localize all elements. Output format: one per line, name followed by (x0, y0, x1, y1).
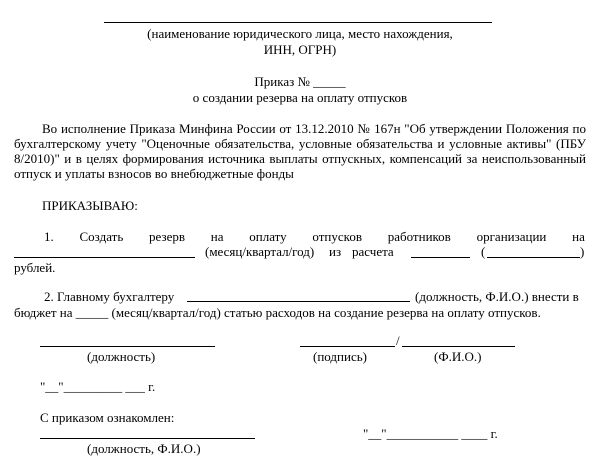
item1-word: на (572, 229, 585, 244)
org-caption-line2: ИНН, ОГРН) (263, 42, 337, 57)
item1-period-caption: (месяц/квартал/год) (205, 244, 315, 259)
item1-paren-close: ) (580, 244, 585, 259)
item1-currency-text: рублей. (14, 260, 56, 275)
order-subject: о создании резерва на оплату отпусков (192, 90, 408, 105)
item1-calc-word: расчета (352, 244, 394, 259)
org-name-blank-line (104, 22, 492, 23)
item1-word: резерв (149, 229, 185, 244)
item1-paren-open: ( (481, 244, 486, 259)
signature-position-label: (должность) (87, 349, 156, 364)
item1-from-word: из (329, 244, 342, 259)
order-title: Приказ № _____ (254, 74, 346, 89)
signature-date: "__"_________ ___ г. (40, 379, 156, 394)
acknowledgement-blank-line (40, 438, 255, 439)
item1-word: оплату (249, 229, 287, 244)
item1-word: 1. (44, 229, 54, 244)
signature-name-label: (Ф.И.О.) (434, 349, 482, 364)
signature-blank-line (300, 346, 395, 347)
item1-amount-words-blank-line (487, 257, 580, 258)
item1-amount-blank-line (411, 257, 470, 258)
item1-word: отпусков (312, 229, 362, 244)
item1-period-blank-line (14, 257, 195, 258)
item1-word: на (210, 229, 224, 244)
item1-word: работников (387, 229, 451, 244)
preamble-paragraph: Во исполнение Приказа Минфина России от 13.12.2010 № 167н "Об утверждении Положения по бухгалтерскому учету "Оценочные обязательства, условные обязательства и условные активы" (ПБУ 8/2010)" и в целях формирования источника выплаты отпускных, компенсаций за неиспользованный отпуск и уплаты взносов во внебюджетные фонды (14, 121, 586, 181)
item2-accountant-blank-line (187, 301, 410, 302)
prikazyvayu-heading: ПРИКАЗЫВАЮ: (42, 198, 138, 213)
item2-line2: бюджет на _____ (месяц/квартал/год) статью расходов на создание резерва на оплату отпусков. (14, 305, 541, 320)
signature-name-blank-line (402, 346, 515, 347)
acknowledgement-date: "__"___________ ____ г. (363, 426, 498, 441)
signature-label: (подпись) (313, 349, 367, 364)
item1-word: организации (476, 229, 547, 244)
acknowledgement-caption: (должность, Ф.И.О.) (87, 441, 201, 456)
item1-word: Создать (79, 229, 124, 244)
item2-line1-end: (должность, Ф.И.О.) внести в (415, 289, 579, 304)
acknowledgement-heading: С приказом ознакомлен: (40, 410, 175, 425)
signature-position-blank-line (40, 346, 215, 347)
org-caption-line1: (наименование юридического лица, место нахождения, (147, 26, 453, 41)
item2-line1-start: 2. Главному бухгалтеру (44, 289, 175, 304)
item1-line1 (44, 229, 585, 244)
signature-slash: / (396, 333, 400, 348)
